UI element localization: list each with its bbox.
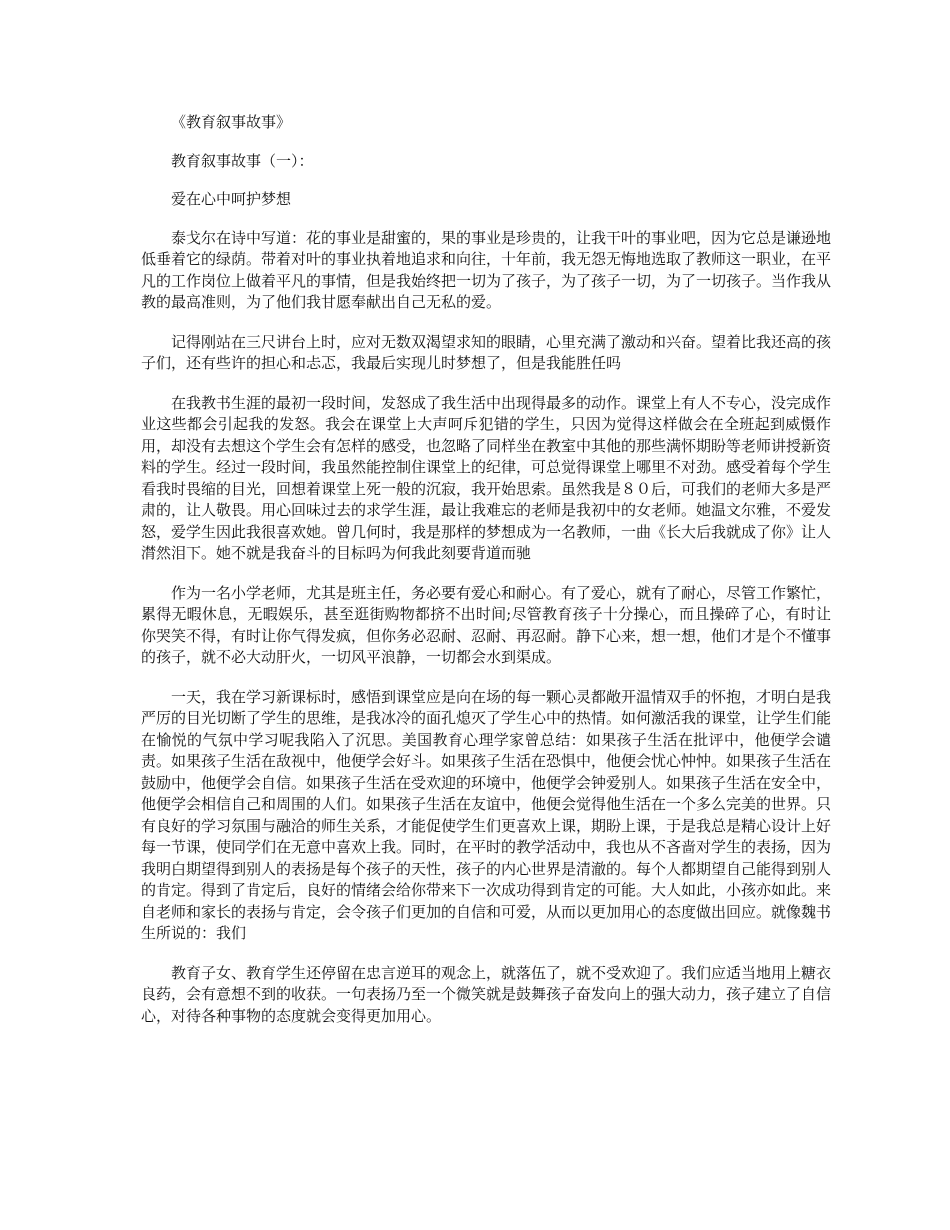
document-body xyxy=(141,112,831,1045)
paragraph-1: 泰戈尔在诗中写道：花的事业是甜蜜的，果的事业是珍贵的，让我干叶的事业吧，因为它总是谦逊地低垂着它的绿荫。带着对叶的事业执着地追求和向往，十年前，我无怨无悔地选取了教师这一职业，在平凡的工作岗位上做着平凡的事情，但是我始终把一切为了孩子，为了孩子一切，为了一切孩子。当作我从教的最高准则，为了他们我甘愿奉献出自己无私的爱。 xyxy=(141,228,832,311)
paragraph-2: 记得刚站在三尺讲台上时，应对无数双渴望求知的眼睛，心里充满了激动和兴奋。望着比我还高的孩子们，还有些许的担心和忐忑，我最后实现儿时梦想了，但是我能胜任吗 xyxy=(141,332,832,372)
section-heading: 爱在心中呵护梦想 xyxy=(171,190,292,208)
paragraph-6: 教育子女、教育学生还停留在忠言逆耳的观念上，就落伍了，就不受欢迎了。我们应适当地用上糖衣良药，会有意想不到的收获。一句表扬乃至一个微笑就是鼓舞孩子奋发向上的强大动力，孩子建立了自信心，对待各种事物的态度就会变得更加用心。 xyxy=(141,963,832,1025)
paragraph-5: 一天，我在学习新课标时，感悟到课堂应是向在场的每一颗心灵都敞开温情双手的怀抱，才明白是我严厉的目光切断了学生的思维，是我冰冷的面孔熄灭了学生心中的热情。如何激活我的课堂，让学生们能在愉悦的气氛中学习呢我陷入了沉思。美国教育心理学家曾总结：如果孩子生活在批评中，他便学会谴责。如果孩子生活在敌视中，他便学会好斗。如果孩子生活在恐惧中，他便会忧心忡忡。如果孩子生活在鼓励中，他便学会自信。如果孩子生活在受欢迎的环境中，他便学会钟爱别人。如果孩子生活在安全中，他便学会相信自己和周围的人们。如果孩子生活在友谊中，他便会觉得他生活在一个多么完美的世界。只有良好的学习氛围与融洽的师生关系，才能促使学生们更喜欢上课，期盼上课，于是我总是精心设计上好每一节课，使同学们在无意中喜欢上我。同时，在平时的教学活动中，我也从不吝啬对学生的表扬，因为我明白期望得到别人的表扬是每个孩子的天性，孩子的内心世界是清澈的。每个人都期望自己能得到别人的肯定。得到了肯定后，良好的情绪会给你带来下一次成功得到肯定的可能。大人如此，小孩亦如此。来自老师和家长的表扬与肯定，会令孩子们更加的自信和可爱，从而以更加用心的态度做出回应。就像魏书生所说的：我们 xyxy=(141,687,832,942)
paragraph-4: 作为一名小学老师，尤其是班主任，务必要有爱心和耐心。有了爱心，就有了耐心，尽管工作繁忙，累得无暇休息，无暇娱乐，甚至逛街购物都挤不出时间;尽管教育孩子十分操心，而且操碎了心，有时让你哭笑不得，有时让你气得发疯，但你务必忍耐、忍耐、再忍耐。静下心来，想一想，他们才是个不懂事的孩子，就不必大动肝火，一切风平浪静，一切都会水到渠成。 xyxy=(141,583,832,666)
document-subtitle: 教育叙事故事（一）： xyxy=(171,151,314,170)
document-title: 《教育叙事故事》 xyxy=(171,113,292,131)
paragraph-3: 在我教书生涯的最初一段时间，发怒成了我生活中出现得最多的动作。课堂上有人不专心，没完成作业这些都会引起我的发怒。我会在课堂上大声呵斥犯错的学生，只因为觉得这样做会在全班起到威慑作用，却没有去想这个学生会有怎样的感受，也忽略了同样坐在教室中其他的那些满怀期盼等老师讲授新资料的学生。经过一段时间，我虽然能控制住课堂上的纪律，可总觉得课堂上哪里不对劲。感受着每个学生看我时畏缩的目光，回想着课堂上死一般的沉寂，我开始思索。虽然我是８０后，可我们的老师大多是严肃的，让人敬畏。用心回味过去的求学生涯，最让我难忘的老师是我初中的女老师。她温文尔雅，不爱发怒，爱学生因此我很喜欢她。曾几何时，我是那样的梦想成为一名教师，一曲《长大后我就成了你》让人潸然泪下。她不就是我奋斗的目标吗为何我此刻要背道而驰 xyxy=(141,393,832,562)
